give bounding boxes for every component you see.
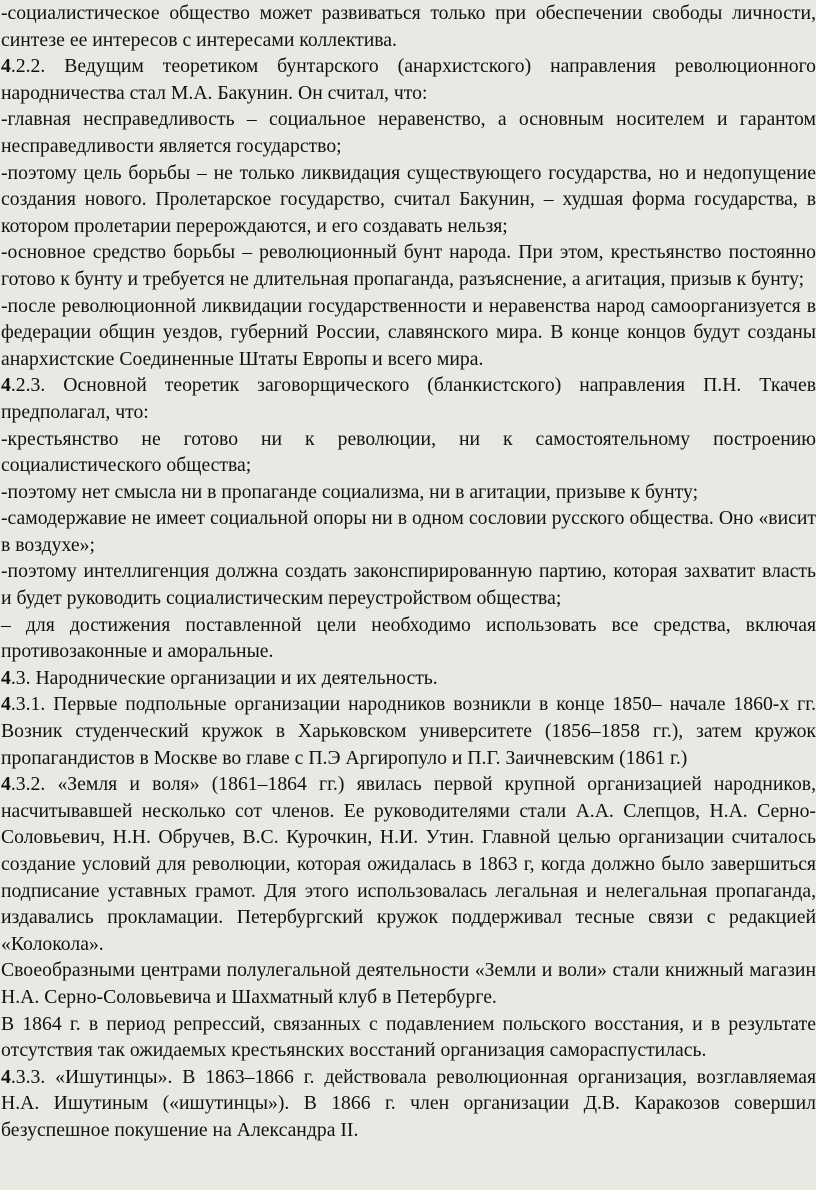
paragraph-text: -самодержавие не имеет социальной опоры ни в одном сословии русского общества. Оно «висит в воздухе»; [1, 507, 816, 556]
paragraph-text: -основное средство борьбы – революционный бунт народа. При этом, крестьянство постоянно готово к бунту и требуется не длительная пропаганда, разъяснение, а агитация, призыв к бунту; [1, 241, 816, 290]
paragraph-tkachev-autocracy [1, 505, 816, 558]
section-number: .3.1. [10, 693, 46, 716]
section-heading-4-3-3 [1, 1064, 816, 1144]
section-heading-4-2-3 [1, 372, 816, 425]
paragraph-text: -крестьянство не готово ни к революции, ни к самостоятельному построению социалистического общества; [1, 427, 816, 477]
paragraph-semi-legal-centers [1, 957, 816, 1010]
paragraph-bakunin-federation [1, 293, 816, 373]
paragraph-text: «Земля и воля» (1861–1864 гг.) явилась первой крупной организацией народников, насчитывавшей несколько сот членов. Ее руководителями стали А.А. Слепцов, Н.А. Серно-Соловьевич, Н.Н. Обручев, В.С. Курочкин, Н.И. Утин. Главной целью организации считалось создание условий для революции, которая ожидалась в 1863 г, когда должно было завершиться подписание уставных грамот. Для этого использовалась легальная и нелегальная пропаганда, издавались прокламации. Петербургский кружок поддерживал тесные связи с редакцией «Колокола». [1, 773, 816, 955]
paragraph-text: Ведущим теоретиком бунтарского (анархистского) направления революционного народничества стал М.А. Бакунин. Он считал, что: [1, 55, 816, 104]
paragraph-text: Первые подпольные организации народников возникли в конце 1850– начале 1860-х гг. Возник студенческий кружок в Харьковском университете (1856–1858 гг.), затем кружок пропагандистов в Москве во главе с П.Э Аргиропуло и П.Г. Заичневским (1861 г.) [1, 693, 816, 769]
paragraph-text: -главная несправедливость – социальное неравенство, а основным носителем и гарантом несправедливости является государство; [1, 108, 816, 157]
paragraph-text: – для достижения поставленной цели необходимо использовать все средства, включая противозаконные и аморальные. [1, 613, 816, 663]
paragraph-tkachev-means [1, 612, 816, 665]
paragraph-text: Своеобразными центрами полулегальной деятельности «Земли и воли» стали книжный магазин Н.А. Серно-Соловьевича и Шахматный клуб в Петербурге. [1, 959, 816, 1008]
paragraph-tkachev-peasantry [1, 426, 816, 479]
paragraph-text: -поэтому цель борьбы – не только ликвидация существующего государства, но и недопущение создания нового. Пролетарское государство, считал Бакунин, – худшая форма государства, в котором пролетарии перерождаются, и его создавать нельзя; [1, 161, 816, 237]
paragraph-bakunin-state [1, 160, 816, 240]
section-number-bold: 4 [1, 374, 11, 397]
section-number-bold: 4 [1, 773, 11, 796]
paragraph-bakunin-revolt [1, 239, 816, 292]
paragraph-text: «Ишутинцы». В 1863–1866 г. действовала революционная организация, возглавляемая Н.А. Ишутиным («ишутинцы»). В 1866 г. член организации Д.В. Каракозов совершил безуспешное покушение на Александра II. [1, 1065, 816, 1141]
section-number-bold: 4 [1, 1065, 11, 1088]
paragraph-socialist-society [1, 0, 816, 53]
paragraph-text: Основной теоретик заговорщического (бланкистского) направления П.Н. Ткачев предполагал, что: [1, 374, 816, 423]
paragraph-self-dissolution [1, 1011, 816, 1064]
paragraph-tkachev-propaganda [1, 479, 816, 506]
section-heading-4-3-2 [1, 771, 816, 957]
paragraph-text: -после революционной ликвидации государственности и неравенства народ самоорганизуется в федерации общин уездов, губерний России, славянского мира. В конце концов будут созданы анархистские Соединенные Штаты Европы и всего мира. [1, 294, 816, 370]
paragraph-text: -поэтому интеллигенция должна создать законспирированную партию, которая захватит власть и будет руководить социалистическим переустройством общества; [1, 560, 816, 610]
section-number-bold: 4 [1, 693, 11, 716]
paragraph-text: -поэтому нет смысла ни в пропаганде социализма, ни в агитации, призыве к бунту; [1, 480, 699, 503]
paragraph-text: Народнические организации и их деятельность. [30, 666, 438, 689]
section-number: .2.2. [10, 55, 46, 78]
section-heading-4-2-2 [1, 53, 816, 106]
section-number: .3.3. [10, 1065, 46, 1088]
paragraph-text: В 1864 г. в период репрессий, связанных с подавлением польского восстания, и в результате отсутствия так ожидаемых крестьянских восстаний организация самораспустилась. [1, 1012, 816, 1062]
paragraph-text: -социалистическое общество может развиваться только при обеспечении свободы личности, синтезе ее интересов с интересами коллектива. [1, 2, 816, 51]
section-number: .3. [10, 666, 31, 689]
section-number: .2.3. [10, 374, 46, 397]
paragraph-tkachev-party [1, 558, 816, 611]
section-number-bold: 4 [1, 55, 11, 78]
section-number-bold: 4 [1, 666, 11, 689]
section-heading-4-3 [1, 665, 816, 692]
section-number: .3.2. [10, 773, 46, 796]
paragraph-bakunin-injustice [1, 106, 816, 159]
section-heading-4-3-1 [1, 691, 816, 771]
